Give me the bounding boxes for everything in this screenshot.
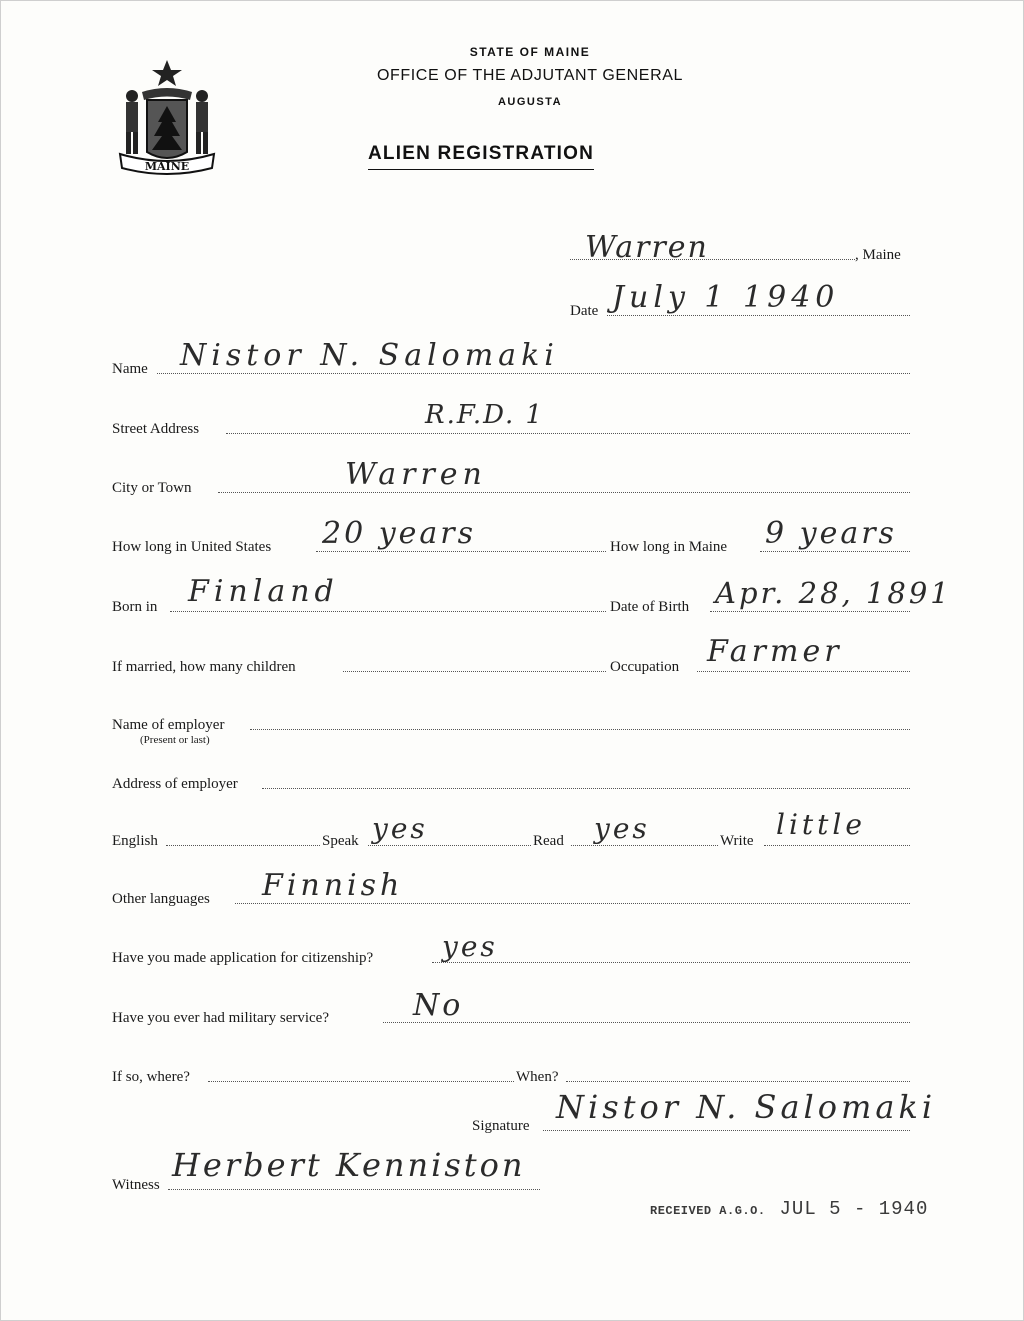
header-city: AUGUSTA	[497, 96, 563, 108]
citizenship-line	[432, 960, 910, 963]
occupation-entry: Farmer	[707, 634, 843, 669]
occupation-line	[697, 669, 910, 672]
employer-address-line	[262, 786, 910, 789]
form-title: ALIEN REGISTRATION	[368, 143, 594, 170]
when-label: When?	[516, 1069, 559, 1085]
city-entry: Warren	[345, 457, 487, 492]
write-line	[764, 843, 910, 846]
signature-label: Signature	[472, 1118, 530, 1134]
how-long-maine-label: How long in Maine	[610, 539, 728, 555]
english-line	[166, 843, 320, 846]
name-entry: Nistor N. Salomaki	[180, 338, 559, 373]
born-in-label: Born in	[112, 599, 158, 615]
speak-entry: yes	[372, 812, 428, 845]
english-label: English	[112, 833, 158, 849]
seal-text: MAINE	[144, 160, 190, 173]
signature-line	[543, 1128, 910, 1131]
military-entry: No	[413, 988, 464, 1023]
children-line	[343, 669, 606, 672]
read-entry: yes	[594, 812, 650, 845]
city-line	[218, 490, 910, 493]
city-label: City or Town	[112, 480, 192, 496]
date-of-birth-entry: Apr. 28, 1891	[715, 576, 952, 610]
when-line	[566, 1079, 910, 1082]
street-address-line	[226, 431, 910, 434]
born-in-entry: Finland	[188, 574, 339, 609]
employer-name-line	[250, 727, 910, 730]
if-so-where-label: If so, where?	[112, 1069, 190, 1085]
read-label: Read	[533, 833, 564, 849]
born-in-line	[170, 609, 606, 612]
maine-label: , Maine	[855, 247, 901, 263]
write-entry: little	[776, 808, 866, 841]
other-languages-entry: Finnish	[262, 868, 404, 903]
header-state: STATE OF MAINE	[469, 45, 591, 59]
received-stamp-date: JUL 5 - 1940	[779, 1198, 929, 1220]
speak-label: Speak	[322, 833, 359, 849]
children-label: If married, how many children	[112, 659, 296, 675]
street-address-entry: R.F.D. 1	[425, 400, 545, 430]
military-label: Have you ever had military service?	[112, 1010, 329, 1026]
state-seal-icon	[112, 56, 222, 178]
other-languages-label: Other languages	[112, 891, 210, 907]
how-long-maine-entry: 9 years	[765, 516, 897, 551]
write-label: Write	[720, 833, 754, 849]
received-stamp	[650, 1198, 928, 1220]
street-address-label: Street Address	[112, 421, 200, 437]
date-of-birth-label: Date of Birth	[610, 599, 690, 615]
if-so-where-line	[208, 1079, 514, 1082]
date-entry: July 1 1940	[612, 280, 840, 315]
occupation-label: Occupation	[610, 659, 680, 675]
citizenship-entry: yes	[442, 930, 498, 963]
how-long-us-label: How long in United States	[112, 539, 272, 555]
town-entry: Warren	[585, 230, 709, 265]
citizenship-label: Have you made application for citizenship?	[112, 950, 374, 966]
employer-address-label: Address of employer	[112, 776, 238, 792]
how-long-us-entry: 20 years	[322, 516, 477, 551]
witness-entry: Herbert Kenniston	[172, 1146, 526, 1184]
witness-line	[168, 1187, 540, 1190]
employer-note: (Present or last)	[140, 734, 210, 746]
name-label: Name	[112, 361, 148, 377]
signature-entry: Nistor N. Salomaki	[556, 1088, 937, 1126]
received-stamp-text: RECEIVED A.G.O.	[650, 1204, 766, 1218]
date-label: Date	[570, 303, 599, 319]
witness-label: Witness	[112, 1177, 160, 1193]
header-office: OFFICE OF THE ADJUTANT GENERAL	[376, 67, 684, 84]
employer-name-label: Name of employer	[112, 717, 225, 733]
